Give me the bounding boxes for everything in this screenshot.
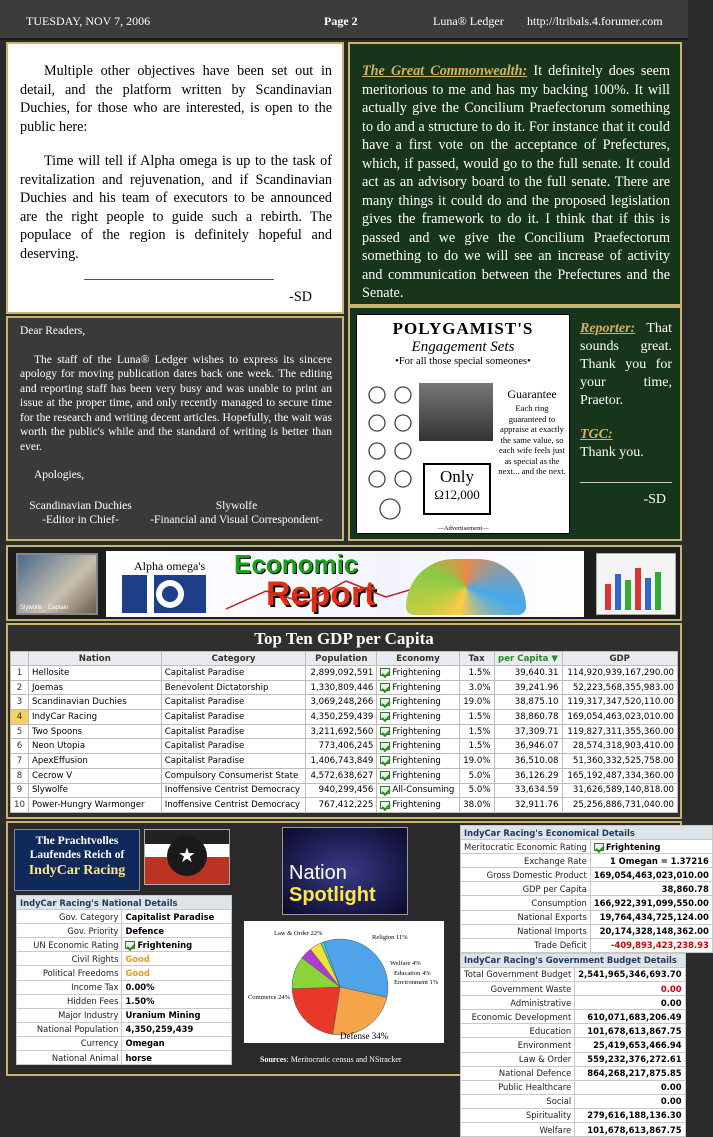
sources-note [260,1055,402,1064]
detail-label: Welfare [461,1122,575,1136]
chart-up-icon [380,683,390,691]
detail-label: Gross Domestic Product [461,868,591,882]
detail-label: National Population [17,1022,122,1036]
spotlight-line1: Nation [289,862,347,884]
nation-cell[interactable]: Neon Utopia [28,739,161,754]
table-row[interactable] [11,798,678,813]
detail-label: Major Industry [17,1008,122,1022]
per-capita-cell: 38,875.10 [494,695,562,710]
per-capita-cell: 39,241.96 [494,680,562,695]
category-cell: Capitalist Paradise [161,666,306,681]
detail-label: Exchange Rate [461,854,591,868]
population-cell: 940,299,456 [306,783,377,798]
rank-cell: 7 [11,754,29,769]
population-cell: 767,412,225 [306,798,377,813]
detail-row [461,1052,686,1066]
economy-cell: Frightening [377,739,459,754]
interview-text [580,320,672,509]
ad-subtitle: Engagement Sets [411,339,515,355]
per-capita-cell: 33,634.59 [494,783,562,798]
rank-header [11,652,29,666]
letter-closing: Apologies, [34,469,85,481]
rank-cell: 4 [11,710,29,725]
detail-value: 0.00 [575,982,685,996]
reporter-photo [16,553,98,615]
tax-cell: 19.0% [459,695,494,710]
detail-value: 0.00 [575,996,685,1010]
detail-value: horse [122,1051,232,1065]
column-header[interactable]: Economy [377,652,459,666]
signature-role: -Financial and Visual Correspondent- [150,514,323,526]
article-commonwealth [348,42,682,306]
nation-name-box [14,829,140,891]
gdp-section [6,623,682,819]
per-capita-cell: 38,860.78 [494,710,562,725]
pie-label: Law & Order 22% [274,930,323,937]
nation-cell[interactable]: ApexEffusion [28,754,161,769]
letter-greeting: Dear Readers, [20,325,86,337]
detail-value: Uranium Mining [122,1008,232,1022]
tax-cell: 38.0% [459,798,494,813]
detail-row [17,924,232,938]
detail-row [461,1038,686,1052]
tax-cell: 1.5% [459,710,494,725]
nation-cell[interactable]: Cecrow V [28,768,161,783]
tax-cell: 5.0% [459,768,494,783]
table-row[interactable] [11,710,678,725]
detail-label: Economic Development [461,1010,575,1024]
detail-label: Political Freedoms [17,966,122,980]
population-cell: 1,330,809,446 [306,680,377,695]
detail-value: 0.00 [575,1080,685,1094]
rank-cell: 2 [11,680,29,695]
population-cell: 4,572,638,627 [306,768,377,783]
detail-label: National Imports [461,924,591,938]
signature: -SD [643,492,666,507]
rings-illustration [363,381,419,529]
economy-cell: All-Consuming [377,783,459,798]
detail-value: 2,541,965,346,693.70 [575,967,685,981]
economy-cell: Frightening [377,710,459,725]
pie-label: Commerce 24% [248,994,291,1001]
economy-cell: Frightening [377,680,459,695]
detail-value: 38,860.78 [590,882,712,896]
column-header[interactable]: Category [161,652,306,666]
detail-value: 101,678,613,867.75 [575,1024,685,1038]
per-capita-cell: 37,309.71 [494,724,562,739]
photo-caption: Slywolfe · Captain [20,605,69,611]
detail-value: 20,174,328,148,362.00 [590,924,712,938]
category-cell: Capitalist Paradise [161,739,306,754]
detail-label: National Defence [461,1066,575,1080]
table-row[interactable] [11,768,678,783]
rank-cell: 9 [11,783,29,798]
detail-value: Good [122,952,232,966]
per-capita-cell: 39,640.31 [494,666,562,681]
detail-label: Law & Order [461,1052,575,1066]
speaker-label: The Great Commonwealth: [362,63,528,79]
gdp-cell: 165,192,487,334,360.00 [562,768,677,783]
category-cell: Capitalist Paradise [161,710,306,725]
per-capita-cell: 36,946.07 [494,739,562,754]
economy-cell: Frightening [377,768,459,783]
category-cell: Capitalist Paradise [161,695,306,710]
pie-label: Religion 11% [372,934,408,941]
gdp-cell: 119,827,311,355,360.00 [562,724,677,739]
rank-cell: 8 [11,768,29,783]
detail-value: 864,268,217,875.85 [575,1066,685,1080]
rank-cell: 6 [11,739,29,754]
table-row[interactable] [11,695,678,710]
nation-flag-icon: ★ [144,829,230,885]
category-cell: Capitalist Paradise [161,724,306,739]
detail-label: Gov. Category [17,910,122,924]
detail-row [461,938,713,952]
advertisement [356,314,570,534]
tax-cell: 3.0% [459,680,494,695]
detail-value: 25,419,653,466.94 [575,1038,685,1052]
detail-row [17,1022,232,1036]
gdp-cell: 28,574,318,903,410.00 [562,739,677,754]
category-cell: Inoffensive Centrist Democracy [161,783,306,798]
tax-cell: 5.0% [459,783,494,798]
tax-cell: 19.0% [459,754,494,769]
chart-up-icon [594,843,604,851]
detail-row [461,854,713,868]
detail-label: Income Tax [17,980,122,994]
tax-cell: 1.5% [459,666,494,681]
nation-cell[interactable]: Hellosite [28,666,161,681]
category-cell: Benevolent Dictatorship [161,680,306,695]
pie-label: Welfare 4% [390,960,421,967]
ad-guarantee-body: Each ring guaranteed to appraise at exactly the same value, so each wife feels just as special as the next... and the next. [498,403,566,476]
article-objectives [6,42,344,314]
detail-row [461,1010,686,1024]
economy-cell: Frightening [377,798,459,813]
detail-value: 166,922,391,099,550.00 [590,896,712,910]
column-header[interactable]: Nation [28,652,161,666]
detail-value: 1.50% [122,994,232,1008]
banner-report: Report [266,575,376,613]
chart-up-icon [380,801,390,809]
ad-guarantee-head: Guarantee [507,387,557,401]
detail-label: National Animal [17,1051,122,1065]
table-row[interactable] [11,666,678,681]
rank-cell: 3 [11,695,29,710]
detail-value: Good [122,966,232,980]
chart-up-icon [380,712,390,720]
tgc-quote: Thank you. [580,445,644,460]
detail-value: Defence [122,924,232,938]
nation-cell[interactable]: Slywolfe [28,783,161,798]
budget-details-head: IndyCar Racing's Government Budget Details [461,953,686,967]
detail-row [461,1066,686,1080]
signature: -SD [289,289,312,305]
detail-row [17,1036,232,1050]
rank-cell: 1 [11,666,29,681]
detail-value: 279,616,188,136.30 [575,1108,685,1122]
signature-name: Slywolfe [215,499,258,512]
table-row[interactable] [11,783,678,798]
detail-label: Consumption [461,896,591,910]
site-url[interactable]: http://ltribals.4.forumer.com [527,14,663,28]
reporter-quote: That sounds great. Thank you for your time, Praetor. [580,321,672,408]
detail-row [461,1094,686,1108]
paper-name: Luna® Ledger [433,14,504,28]
banner-art [106,551,584,617]
nation-spotlight-section [6,821,709,1135]
econ-details-head: IndyCar Racing's Economical Details [461,826,713,840]
page-header [0,0,688,40]
economic-report-banner [6,545,682,621]
detail-label: Civil Rights [17,952,122,966]
banner-alpha: Alpha omega's [134,559,206,573]
detail-row [17,980,232,994]
nation-cell[interactable]: Power-Hungry Warmonger [28,798,161,813]
population-cell: 3,069,248,266 [306,695,377,710]
letter-to-readers [6,316,344,541]
nation-line1: The Prachtvolles [35,835,119,847]
economy-cell: Frightening [377,695,459,710]
detail-label: Administrative [461,996,575,1010]
reporter-label: Reporter: [580,321,636,336]
detail-label: UN Economic Rating [17,938,122,952]
per-capita-cell: 32,911.76 [494,798,562,813]
banner-economic: Economic [234,549,359,579]
speaker-quote: It definitely does seem meritorious to me and has my backing 100%. It will actually give the Concilium Praefectorum something to do and a structure to do it. For instance that it could have a first vote on the acceptance of Prefectures, which, if passed, would go to the full senate. It could act as an advisory board to the full senate. There are many things it could do and the proposed legislation gives the framework to do it. I think that if this is passed and we give the Concilium Praefectorum something to do we will see an increase of activity and communication between the Prefectures and the Senate. [362,63,670,301]
chart-up-icon [380,727,390,735]
detail-row [461,1080,686,1094]
column-header[interactable]: Population [306,652,377,666]
detail-label: Spirituality [461,1108,575,1122]
bar-chart-thumbnail [596,553,676,615]
nation-cell[interactable]: Two Spoons [28,724,161,739]
economy-cell: Frightening [377,724,459,739]
detail-row [461,924,713,938]
population-cell: 773,406,245 [306,739,377,754]
gdp-cell: 31,626,589,140,818.00 [562,783,677,798]
per-capita-cell: 36,126.29 [494,768,562,783]
chart-up-icon [380,756,390,764]
detail-row [461,996,686,1010]
nation-cell[interactable]: IndyCar Racing [28,710,161,725]
table-row[interactable] [11,739,678,754]
chart-up-icon [380,668,390,676]
column-header[interactable]: per Capita ▼ [494,652,562,666]
spotlight-title [282,827,408,915]
detail-value: Frightening [590,840,712,854]
detail-row [461,1122,686,1136]
ad-tagline: •For all those special someones• [395,356,531,367]
signature-role: -Editor in Chief- [42,514,119,526]
ad-price-box [423,463,491,515]
national-details-head: IndyCar Racing's National Details [17,896,232,910]
detail-label: Gov. Priority [17,924,122,938]
detail-row [17,1051,232,1065]
economic-details [460,825,709,1137]
category-cell: Compulsory Consumerist State [161,768,306,783]
chart-up-icon [125,941,135,949]
table-row[interactable] [11,724,678,739]
detail-label: Trade Deficit [461,938,591,952]
table-row[interactable] [11,754,678,769]
economy-cell: Frightening [377,754,459,769]
detail-row [17,1008,232,1022]
category-cell: Inoffensive Centrist Democracy [161,798,306,813]
nation-cell[interactable]: Scandinavian Duchies [28,695,161,710]
economy-cell: Frightening [377,666,459,681]
issue-date: TUESDAY, NOV 7, 2006 [26,14,151,28]
gdp-table [10,651,678,813]
national-details [16,895,232,1065]
tax-cell: 1.5% [459,739,494,754]
ad-photo [419,383,493,441]
detail-label: Meritocratic Economic Rating [461,840,591,854]
table-row[interactable] [11,680,678,695]
letter-body: The staff of the Luna® Ledger wishes to express its sincere apology for moving publication dates back one week. The editing and reporting staff has been very busy and was unable to print an issue at the proper time, and only recently managed to secure time for the research and writing decent articles. Hopefully, the wait was worth the public's while and the standard of writing is better than ever. [20,353,332,453]
detail-value: 101,678,613,867.75 [575,1122,685,1136]
ad-title: POLYGAMIST'S [392,319,534,338]
population-cell: 4,350,259,439 [306,710,377,725]
tax-cell: 1.5% [459,724,494,739]
column-header[interactable]: Tax [459,652,494,666]
detail-row [17,910,232,924]
detail-value: -409,893,423,238.93 [590,938,712,952]
detail-row [461,1024,686,1038]
ad-footer: —Advertisement— [437,525,489,532]
ad-price: Ω12,000 [434,487,480,502]
detail-row [461,882,713,896]
detail-value: 169,054,463,023,010.00 [590,868,712,882]
detail-row [461,982,686,996]
pie-label: Environment 1% [394,979,439,986]
detail-label: Total Government Budget [461,967,575,981]
nation-line2: Laufendes Reich of [29,849,125,861]
gdp-cell: 119,317,347,520,110.00 [562,695,677,710]
detail-row [17,994,232,1008]
detail-label: Social [461,1094,575,1108]
detail-value: 4,350,259,439 [122,1022,232,1036]
gdp-title: Top Ten GDP per Capita [254,629,434,648]
detail-value: Capitalist Paradise [122,910,232,924]
detail-value: Frightening [122,938,232,952]
column-header[interactable]: GDP [562,652,677,666]
chart-up-icon [380,742,390,750]
chart-up-icon [380,786,390,794]
article-paragraph: Time will tell if Alpha omega is up to the task of revitalization and rejuvenation, and if Scandinavian Duchies and his team of executors to be announced are the right people to guide such a rebirth. The populace of the region is definitely hopeful and deserving. [20,153,332,262]
rank-cell: 5 [11,724,29,739]
pie-slice [292,987,340,1034]
tgc-label: TGC: [580,427,613,442]
detail-label: Education [461,1024,575,1038]
detail-row [461,896,713,910]
signature-name: Scandinavian Duchies [29,499,132,512]
detail-label: National Exports [461,910,591,924]
nation-cell[interactable]: Joemas [28,680,161,695]
category-cell: Capitalist Paradise [161,754,306,769]
divider [84,279,274,280]
detail-value: Omegan [122,1036,232,1050]
detail-value: 0.00% [122,980,232,994]
detail-row [17,952,232,966]
detail-value: 1 Omegan = 1.37216 [590,854,712,868]
rank-cell: 10 [11,798,29,813]
gdp-cell: 25,256,886,731,040.00 [562,798,677,813]
chart-up-icon [380,771,390,779]
sources-label: Sources [260,1055,287,1064]
detail-label: Public Healthcare [461,1080,575,1094]
page-number: Page 2 [324,14,358,28]
detail-label: Hidden Fees [17,994,122,1008]
pie-label: Education 4% [394,970,431,977]
detail-row [461,1108,686,1122]
detail-label: Environment [461,1038,575,1052]
population-cell: 2,899,092,591 [306,666,377,681]
nation-line3: IndyCar Racing [28,863,126,878]
population-cell: 3,211,692,560 [306,724,377,739]
spotlight-line2: Spotlight [289,884,376,906]
detail-value: 559,232,376,272.61 [575,1052,685,1066]
sources-text: : Meritocratic census and NStracker [286,1055,402,1064]
detail-row [17,938,232,952]
chart-up-icon [380,698,390,706]
pie-label: Defense 34% [340,1031,389,1041]
divider [580,482,672,483]
budget-pie-chart [244,921,444,1043]
population-cell: 1,406,743,849 [306,754,377,769]
detail-value: 0.00 [575,1094,685,1108]
ad-only: Only [440,467,474,486]
detail-row [461,840,713,854]
gdp-cell: 114,920,939,167,290.00 [562,666,677,681]
detail-label: Government Waste [461,982,575,996]
gdp-cell: 51,360,332,525,758.00 [562,754,677,769]
detail-row [461,910,713,924]
detail-row [461,967,686,981]
per-capita-cell: 36,510.08 [494,754,562,769]
gdp-cell: 52,223,568,355,983.00 [562,680,677,695]
detail-row [17,966,232,980]
detail-value: 19,764,434,725,124.00 [590,910,712,924]
gdp-cell: 169,054,463,023,010.00 [562,710,677,725]
detail-value: 610,071,683,206.49 [575,1010,685,1024]
article-paragraph: Multiple other objectives have been set out in detail, and the platform written by Scandinavian Duchies, for those who are interested, is open to the public here: [20,63,332,135]
detail-label: GDP per Capita [461,882,591,896]
detail-row [461,868,713,882]
detail-label: Currency [17,1036,122,1050]
